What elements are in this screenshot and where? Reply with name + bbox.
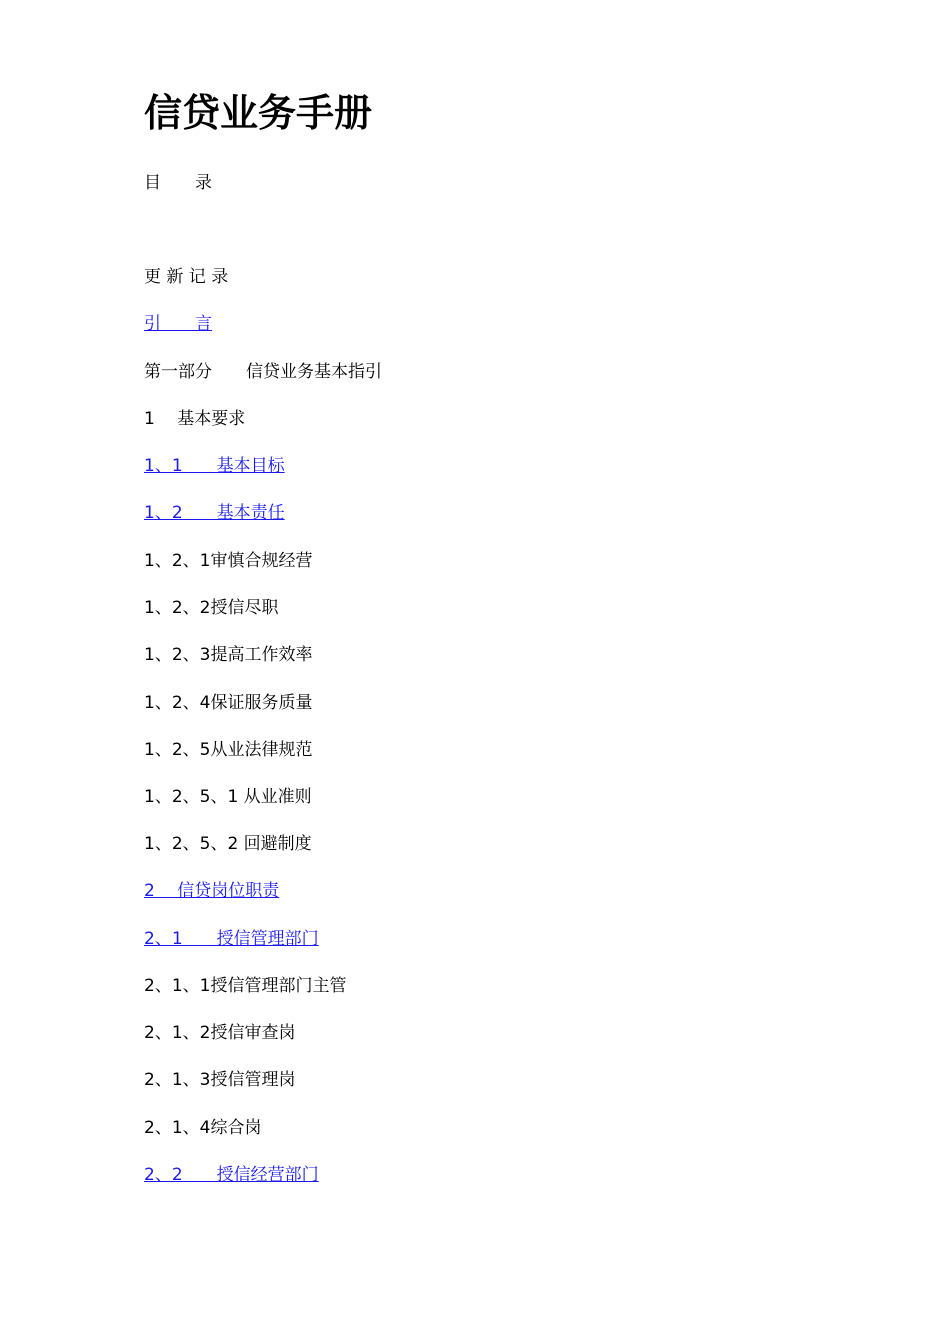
toc-heading: 目 录	[144, 173, 212, 193]
toc-link-preface[interactable]: 引 言	[144, 314, 212, 334]
toc-entry-preface[interactable]	[144, 313, 212, 335]
toc-entry-part-one: 第一部分 信贷业务基本指引	[144, 362, 382, 382]
toc-link-2-1[interactable]: 2、1 授信管理部门	[144, 929, 319, 949]
toc-link-1-1[interactable]: 1、1 基本目标	[144, 456, 285, 476]
toc-link-2-2[interactable]: 2、2 授信经营部门	[144, 1165, 319, 1185]
toc-entry-2-1-1: 2、1、1授信管理部门主管	[144, 976, 347, 996]
toc-entry-2-1-3: 2、1、3授信管理岗	[144, 1070, 296, 1090]
toc-entry-1-1[interactable]	[144, 455, 285, 477]
toc-entry-1-2-4: 1、2、4保证服务质量	[144, 693, 313, 713]
toc-entry-1-2-5-1: 1、2、5、1 从业准则	[144, 787, 312, 807]
toc-entry-1-2-1: 1、2、1审慎合规经营	[144, 551, 313, 571]
toc-entry-2-1-2: 2、1、2授信审查岗	[144, 1023, 296, 1043]
toc-entry-2-1[interactable]	[144, 928, 319, 950]
toc-entry-2-2[interactable]	[144, 1164, 319, 1186]
toc-entry-1-2-5-2: 1、2、5、2 回避制度	[144, 834, 312, 854]
toc-entry-1: 1 基本要求	[144, 409, 246, 429]
toc-entry-1-2[interactable]	[144, 502, 285, 524]
toc-entry-update-record: 更 新 记 录	[144, 267, 229, 287]
toc-entry-2[interactable]	[144, 880, 279, 902]
toc-entry-1-2-5: 1、2、5从业法律规范	[144, 740, 313, 760]
toc-entry-1-2-3: 1、2、3提高工作效率	[144, 645, 313, 665]
document-title: 信贷业务手册	[144, 91, 373, 135]
toc-entry-1-2-2: 1、2、2授信尽职	[144, 598, 279, 618]
toc-link-2[interactable]: 2 信贷岗位职责	[144, 881, 280, 901]
toc-link-1-2[interactable]: 1、2 基本责任	[144, 503, 285, 523]
toc-entry-2-1-4: 2、1、4综合岗	[144, 1118, 262, 1138]
